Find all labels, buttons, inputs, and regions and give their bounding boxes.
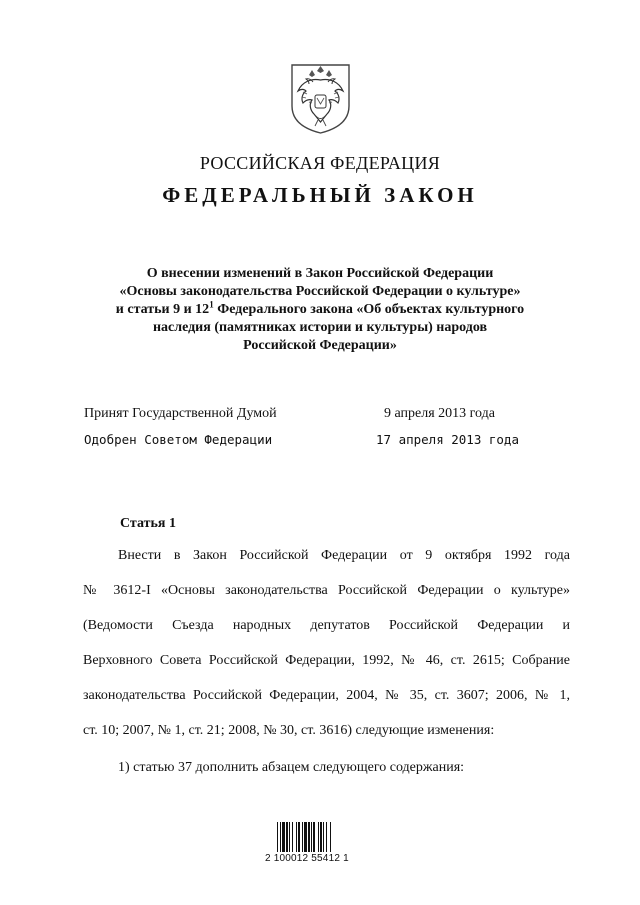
- document-type-heading: ФЕДЕРАЛЬНЫЙ ЗАКОН: [162, 183, 478, 207]
- coat-of-arms-emblem: [289, 62, 352, 135]
- article-body: [83, 546, 570, 756]
- article-line: законодательства Российской Федерации, 2004, № 35, ст. 3607; 2006, № 1,: [83, 688, 570, 703]
- council-date: 17 апреля 2013 года: [376, 432, 519, 447]
- law-title-line: О внесении изменений в Закон Российской Федерации: [146, 266, 494, 281]
- law-title-text: и статьи 9 и 12: [115, 302, 210, 317]
- barcode-number: 2 100012 55412 1: [265, 853, 349, 864]
- article-line: Внести в Закон Российской Федерации от 9 октября 1992 года: [118, 548, 570, 563]
- article-heading: Статья 1: [120, 516, 176, 531]
- duma-label: Принят Государственной Думой: [84, 406, 277, 421]
- country-name: РОССИЙСКАЯ ФЕДЕРАЦИЯ: [199, 153, 441, 173]
- law-title-line: наследия (памятниках истории и культуры) народов: [152, 320, 488, 335]
- article-line: Верховного Совета Российской Федерации, 1992, № 46, ст. 2615; Собрание: [83, 653, 570, 668]
- article-line: № 3612-I «Основы законодательства Российской Федерации о культуре»: [83, 583, 570, 598]
- law-title: [60, 265, 580, 355]
- article-point-1: 1) статью 37 дополнить абзацем следующего содержания:: [118, 760, 465, 775]
- law-title-line: Российской Федерации»: [243, 338, 397, 353]
- article-superscript: 1: [209, 299, 214, 310]
- duma-date: 9 апреля 2013 года: [384, 406, 495, 421]
- law-title-text: Федерального закона «Об объектах культурного: [213, 302, 525, 317]
- law-title-line: [60, 301, 580, 319]
- council-label: Одобрен Советом Федерации: [84, 432, 273, 447]
- barcode: [277, 822, 357, 852]
- law-title-line: «Основы законодательства Российской Федерации о культуре»: [119, 284, 521, 299]
- article-line: ст. 10; 2007, № 1, ст. 21; 2008, № 30, ст. 3616) следующие изменения:: [83, 723, 495, 738]
- article-line: (Ведомости Съезда народных депутатов Российской Федерации и: [83, 618, 570, 633]
